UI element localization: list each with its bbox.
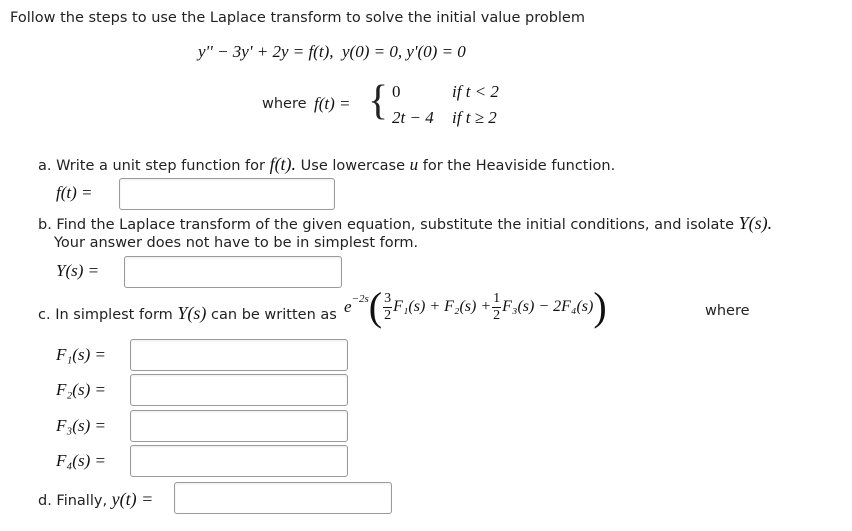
coef3-den: 2 <box>493 307 501 323</box>
exp-base: e <box>344 297 352 316</box>
part-d-prefix: d. Finally, <box>38 493 112 509</box>
part-a-prompt <box>38 154 615 175</box>
y-of-s-input[interactable] <box>124 256 342 288</box>
coef3-fraction <box>492 292 501 323</box>
left-paren: ( <box>368 284 383 329</box>
part-a-suffix-pre: Use lowercase <box>296 158 410 174</box>
problem-intro: Follow the steps to use the Laplace transform to solve the initial value problem <box>10 10 585 26</box>
part-c-formula <box>344 284 607 329</box>
part-b-answer-label: Y(s) = <box>56 261 100 280</box>
ode-equation <box>198 42 466 62</box>
term3: F₃(s) − 2F₄(s) <box>502 298 594 315</box>
f3-label: F₃(s) = <box>56 416 106 435</box>
part-d-label: y(t) = <box>111 489 154 509</box>
part-a-answer-label: f(t) = <box>56 183 93 202</box>
part-a-uvar: u <box>409 155 419 174</box>
coef3-num: 1 <box>493 290 501 306</box>
part-d-prompt <box>38 489 153 510</box>
y-of-t-input[interactable] <box>174 482 392 514</box>
case1-value: 0 <box>392 82 401 101</box>
part-b-note: Your answer does not have to be in simplest form. <box>54 235 419 251</box>
right-paren: ) <box>593 284 607 329</box>
part-a-fvar: f(t). <box>269 154 297 174</box>
f1-input[interactable] <box>130 339 348 371</box>
piecewise-brace: { <box>368 78 389 124</box>
coef1-den: 2 <box>384 307 392 323</box>
part-a-prefix: a. Write a unit step function for <box>38 158 270 174</box>
term1: F₁(s) + F₂(s) + <box>393 298 492 315</box>
f-of-t-input[interactable] <box>119 178 335 210</box>
part-c-prompt <box>38 303 337 324</box>
part-a-suffix-post: for the Heaviside function. <box>418 158 616 174</box>
f2-label: F₂(s) = <box>56 380 106 399</box>
case2-condition: if t ≥ 2 <box>452 108 497 127</box>
exp-power: −2s <box>351 293 369 305</box>
where-label: where <box>262 96 307 112</box>
part-b-yvar: Y(s). <box>738 213 773 233</box>
f1-label: F₁(s) = <box>56 345 106 364</box>
ode-text: y'' − 3y' + 2y = f(t), <box>198 42 334 61</box>
case2-value: 2t − 4 <box>392 108 434 127</box>
case1-condition: if t < 2 <box>452 82 499 101</box>
coef1-fraction <box>383 292 392 323</box>
coef1-num: 3 <box>384 290 392 306</box>
f2-input[interactable] <box>130 374 348 406</box>
part-c-where: where <box>705 303 750 319</box>
f4-label: F₄(s) = <box>56 451 106 470</box>
initial-conditions: y(0) = 0, y'(0) = 0 <box>341 42 466 61</box>
part-c-prefix: c. In simplest form <box>38 307 178 323</box>
part-c-yvar: Y(s) <box>177 303 207 323</box>
f4-input[interactable] <box>130 445 348 477</box>
f3-input[interactable] <box>130 410 348 442</box>
part-b-prompt <box>38 213 772 234</box>
piecewise-lhs: f(t) = <box>314 94 351 113</box>
part-b-prefix: b. Find the Laplace transform of the given equation, substitute the initial conditions, and isolate <box>38 217 739 233</box>
part-c-mid: can be written as <box>206 307 337 323</box>
